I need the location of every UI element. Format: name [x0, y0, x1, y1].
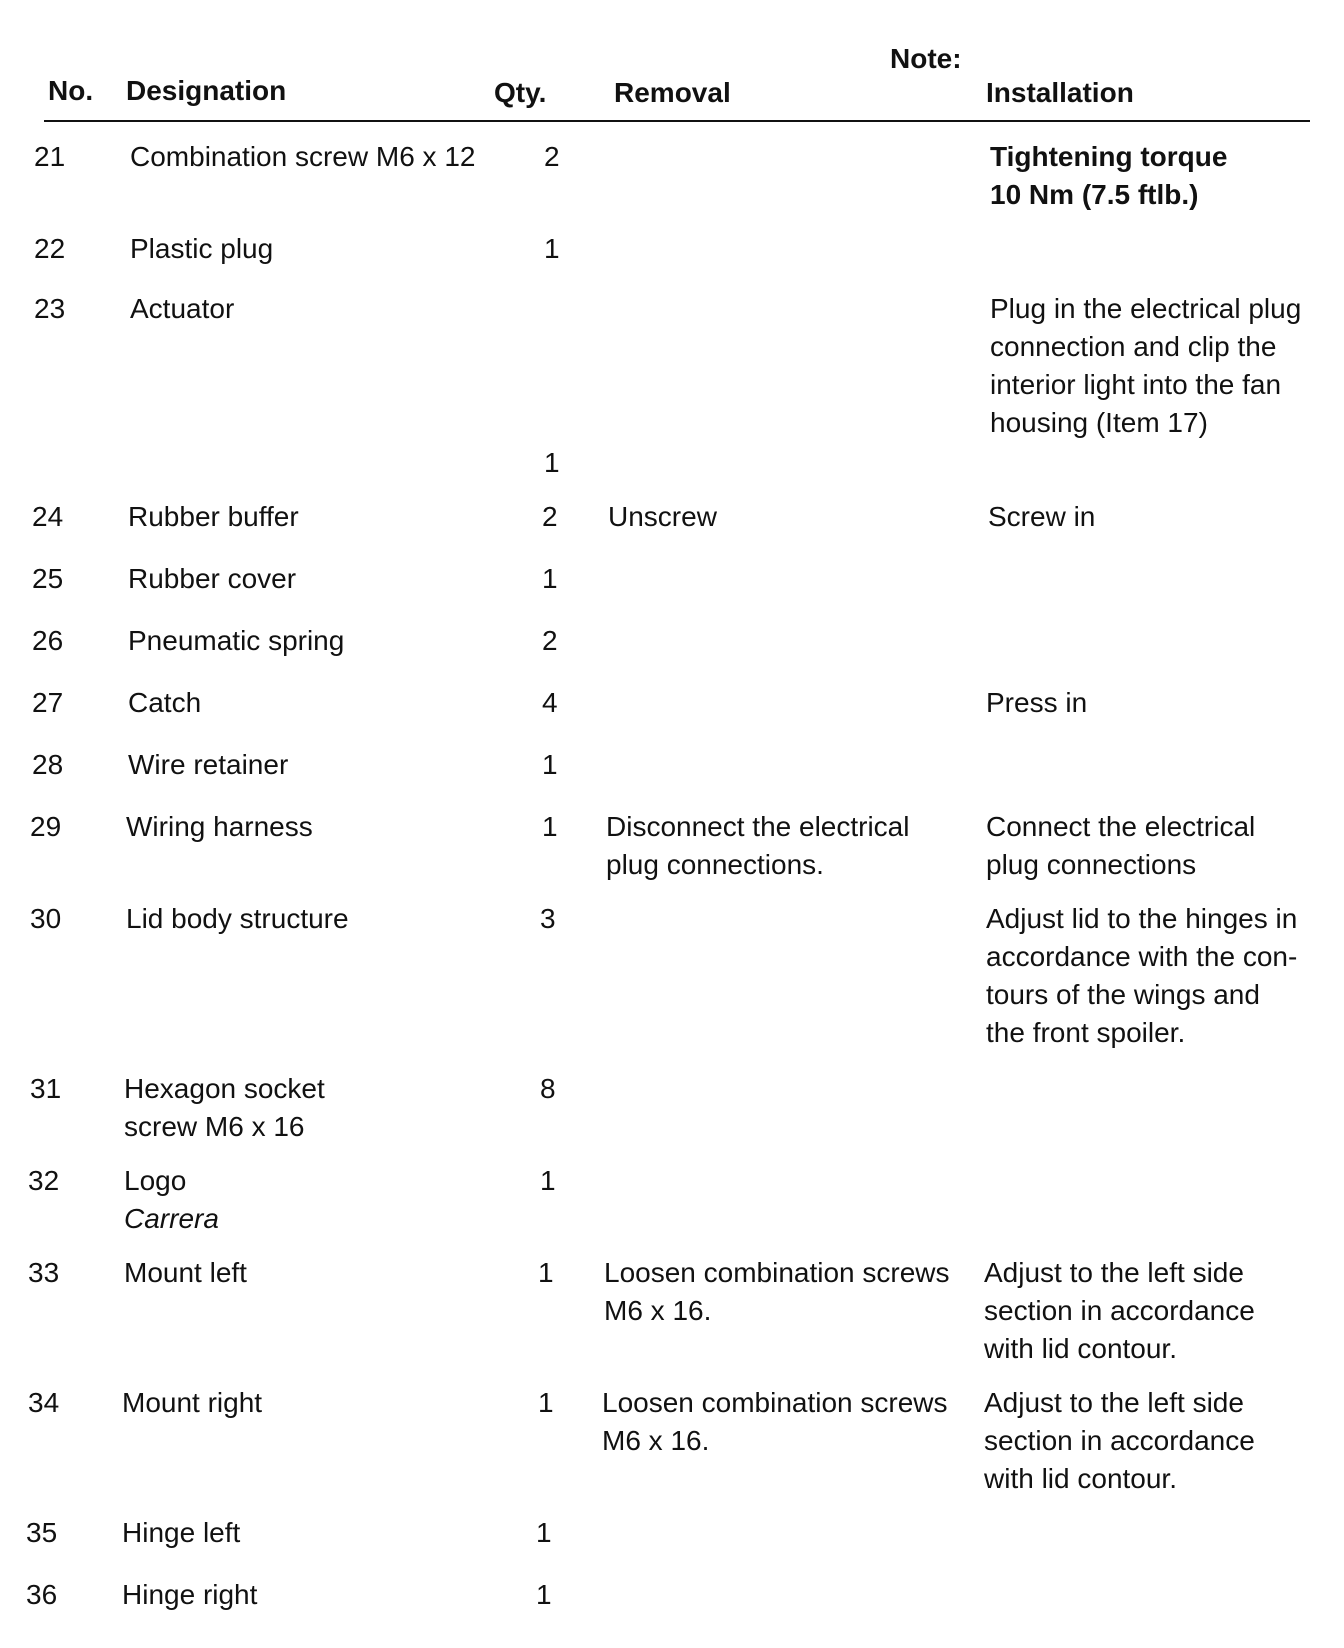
header-rule [44, 120, 1310, 122]
row-no: 34 [28, 1387, 60, 1418]
row-removal: M6 x 16. [602, 1425, 710, 1456]
row-installation: plug connections [986, 849, 1197, 880]
row-no: 22 [34, 233, 66, 264]
header-installation: Installation [986, 77, 1134, 108]
row-no: 35 [26, 1517, 58, 1548]
row-qty: 2 [544, 141, 560, 172]
row-designation: Hinge left [122, 1517, 241, 1548]
row-no: 24 [32, 501, 64, 532]
row-designation: Hinge right [122, 1579, 258, 1610]
row-removal: Disconnect the electrical [606, 811, 910, 842]
row-installation: housing (Item 17) [990, 407, 1208, 438]
row-no: 31 [30, 1073, 62, 1104]
row-designation: Mount left [124, 1257, 247, 1288]
row-designation: Actuator [130, 293, 235, 324]
row-installation: Tightening torque [990, 141, 1228, 172]
row-qty: 1 [542, 563, 558, 594]
row-designation: Pneumatic spring [128, 625, 345, 656]
row-qty: 2 [542, 501, 558, 532]
row-designation: Mount right [122, 1387, 263, 1418]
row-installation: the front spoiler. [986, 1017, 1186, 1048]
row-no: 26 [32, 625, 64, 656]
row-qty: 1 [544, 447, 560, 478]
row-no: 27 [32, 687, 64, 718]
row-installation: Adjust lid to the hinges in [986, 903, 1298, 934]
row-qty: 1 [538, 1257, 554, 1288]
row-installation: 10 Nm (7.5 ftlb.) [990, 179, 1199, 210]
row-qty: 1 [536, 1579, 552, 1610]
header-no: No. [48, 75, 94, 106]
row-no: 29 [30, 811, 62, 842]
row-installation: with lid contour. [984, 1333, 1177, 1364]
row-qty: 4 [542, 687, 558, 718]
row-designation: Combination screw M6 x 12 [130, 141, 476, 172]
row-qty: 8 [540, 1073, 556, 1104]
row-installation: Adjust to the left side [984, 1387, 1244, 1418]
row-designation: Hexagon socket [124, 1073, 325, 1104]
row-installation: accordance with the con- [986, 941, 1298, 972]
row-removal: M6 x 16. [604, 1295, 712, 1326]
row-qty: 1 [542, 811, 558, 842]
row-qty: 3 [540, 903, 556, 934]
row-qty: 1 [538, 1387, 554, 1418]
header-qty: Qty. [494, 77, 547, 108]
header-designation: Designation [126, 75, 287, 106]
row-designation: Carrera [124, 1203, 219, 1234]
row-designation: Rubber cover [128, 563, 297, 594]
row-installation: tours of the wings and [986, 979, 1260, 1010]
header-note: Note: [890, 43, 962, 74]
header-removal: Removal [614, 77, 731, 108]
row-designation: Plastic plug [130, 233, 274, 264]
row-qty: 1 [536, 1517, 552, 1548]
row-designation: Catch [128, 687, 202, 718]
row-installation: Plug in the electrical plug [990, 293, 1302, 324]
row-installation: Connect the electrical [986, 811, 1256, 842]
row-no: 28 [32, 749, 64, 780]
row-removal: Unscrew [608, 501, 717, 532]
row-no: 23 [34, 293, 66, 324]
row-installation: with lid contour. [984, 1463, 1177, 1494]
row-designation: Lid body structure [126, 903, 349, 934]
row-no: 25 [32, 563, 64, 594]
row-removal: Loosen combination screws [602, 1387, 948, 1418]
row-removal: Loosen combination screws [604, 1257, 950, 1288]
row-installation: Press in [986, 687, 1088, 718]
row-designation: Rubber buffer [128, 501, 299, 532]
row-no: 36 [26, 1579, 58, 1610]
row-designation: Wiring harness [126, 811, 313, 842]
row-no: 21 [34, 141, 66, 172]
row-qty: 2 [542, 625, 558, 656]
row-installation: section in accordance [984, 1295, 1255, 1326]
row-designation: screw M6 x 16 [124, 1111, 305, 1142]
row-no: 32 [28, 1165, 60, 1196]
row-installation: connection and clip the [990, 331, 1277, 362]
row-installation: Screw in [988, 501, 1096, 532]
row-qty: 1 [542, 749, 558, 780]
row-no: 33 [28, 1257, 60, 1288]
row-designation: Wire retainer [128, 749, 289, 780]
row-no: 30 [30, 903, 62, 934]
row-designation: Logo [124, 1165, 187, 1196]
row-qty: 1 [540, 1165, 556, 1196]
row-removal: plug connections. [606, 849, 824, 880]
row-qty: 1 [544, 233, 560, 264]
row-installation: section in accordance [984, 1425, 1255, 1456]
row-installation: Adjust to the left side [984, 1257, 1244, 1288]
row-installation: interior light into the fan [990, 369, 1282, 400]
